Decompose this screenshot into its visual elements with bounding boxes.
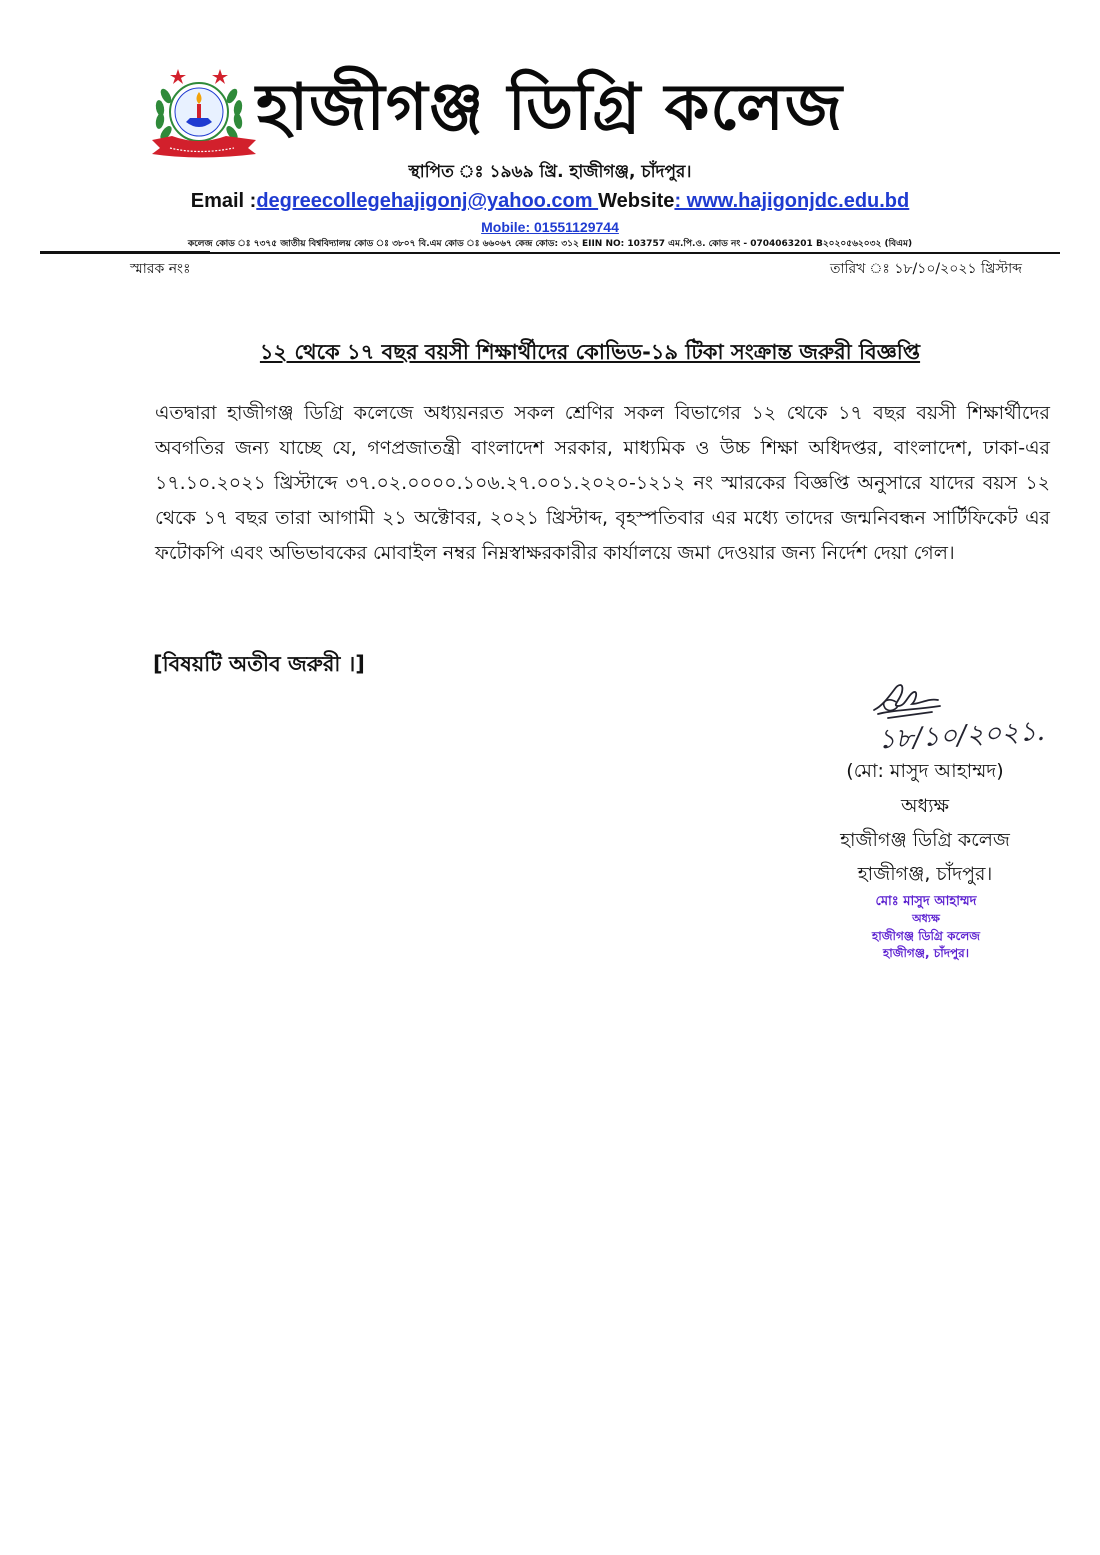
- website-label: Website: [598, 190, 675, 212]
- college-emblem-icon: [148, 66, 260, 158]
- mobile-number: Mobile: 01551129744: [481, 219, 619, 235]
- notice-title: ১২ থেকে ১৭ বছর বয়সী শিক্ষার্থীদের কোভিড-১৯ টিকা সংক্রান্ত জরুরী বিজ্ঞপ্তি: [259, 340, 921, 364]
- seal-address: হাজীগঞ্জ, চাঁদপুর।: [882, 946, 970, 960]
- website-link[interactable]: : www.hajigonjdc.edu.bd: [674, 190, 910, 212]
- contact-line: [40, 187, 1060, 215]
- institution-codes: কলেজ কোড ঃ ৭৩৭৫ জাতীয় বিশ্ববিদ্যালয় কোড ঃ ৩৮০৭ বি.এম কোড ঃ ৬৬০৬৭ কেন্দ্র কোড: ৩১২ EIIN NO: 103757 এম.পি.ও. কোড নং - 0704063201 B২০২০৫৬২০৩২ (বিএম): [187, 239, 913, 249]
- email-link[interactable]: degreecollegehajigonj@yahoo.com: [256, 190, 599, 212]
- urgent-note: [বিষয়টি অতীব জরুরী ।]: [153, 652, 365, 676]
- header-divider: [40, 252, 1060, 254]
- signatory-designation: অধ্যক্ষ: [900, 795, 949, 817]
- notice-date: তারিখ ঃ ১৮/১০/২০২১ খ্রিস্টাব্দ: [829, 261, 1022, 277]
- memo-number-label: স্মারক নংঃ: [130, 261, 191, 277]
- established-line: স্থাপিত ঃ ১৯৬৯ খ্রি. হাজীগঞ্জ, চাঁদপুর।: [408, 162, 692, 182]
- seal-institution: হাজীগঞ্জ ডিগ্রি কলেজ: [871, 929, 980, 943]
- seal-name: মোঃ মাসুদ আহাম্মদ: [875, 894, 977, 909]
- handwritten-date: ১৮/১০/২০২১.: [877, 715, 1046, 756]
- signatory-address: হাজীগঞ্জ, চাঁদপুর।: [857, 863, 993, 885]
- notice-body: এতদ্বারা হাজীগঞ্জ ডিগ্রি কলেজে অধ্যয়নরত সকল শ্রেণির সকল বিভাগের ১২ থেকে ১৭ বছর বয়সী শিক্ষার্থীদের অবগতির জন্য যাচ্ছে যে, গণপ্রজাতন্ত্রী বাংলাদেশ সরকার, মাধ্যমিক ও উচ্চ শিক্ষা অধিদপ্তর, বাংলাদেশ, ঢাকা-এর ১৭.১০.২০২১ খ্রিস্টাব্দে ৩৭.০২.০০০০.১০৬.২৭.০০১.২০২০-১২১২ নং স্মারকের বিজ্ঞপ্তি অনুসারে যাদের বয়স ১২ থেকে ১৭ বছর তারা আগামী ২১ অক্টোবর, ২০২১ খ্রিস্টাব্দ, বৃহস্পতিবার এর মধ্যে তাদের জন্মনিবন্ধন সার্টিফিকেট এর ফটোকপি এবং অভিভাবকের মোবাইল নম্বর নিম্নস্বাক্ষরকারীর কার্যালয়ে জমা দেওয়ার জন্য নির্দেশ দেয়া গেল।: [155, 402, 1050, 564]
- email-label: Email :: [190, 190, 257, 212]
- seal-designation: অধ্যক্ষ: [912, 912, 940, 925]
- signatory-institution: হাজীগঞ্জ ডিগ্রি কলেজ: [840, 829, 1010, 851]
- college-name: হাজীগঞ্জ ডিগ্রি কলেজ: [256, 71, 844, 145]
- signatory-name: (মো: মাসুদ আহাম্মদ): [846, 760, 1004, 782]
